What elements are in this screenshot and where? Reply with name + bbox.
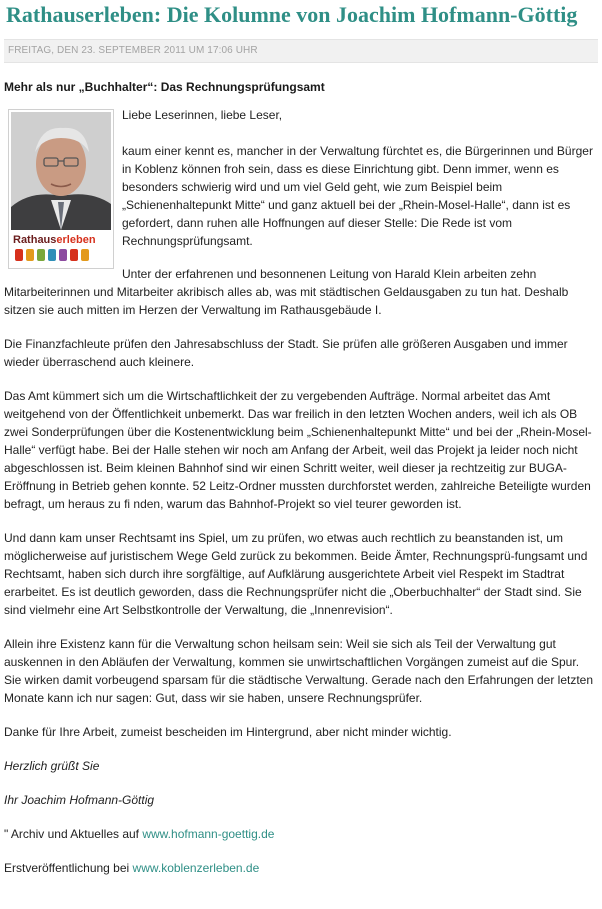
archive-prefix: " Archiv und Aktuelles auf — [4, 827, 143, 841]
paragraph-6: Allein ihre Existenz kann für die Verwaltung schon heilsam sein: Weil sie sich als Teil der Verwaltung gut auskennen in den Abläufen der Verwaltung, kommen sie unwirtschaftlichen Vorgängen zumeist auf die Spur. Sie wirken damit vorbeugend sparsam für die städtische Verwaltung. Gerade nach den Erfahrungen der letzten Monate kann ich nur sagen: Gut, dass wir sie haben, unsere Rechnungsprüfer. — [4, 637, 594, 705]
greeting: Liebe Leserinnen, liebe Leser, — [122, 108, 283, 122]
intro-block — [4, 106, 598, 319]
archive-line — [4, 825, 598, 843]
closing-greeting: Herzlich grüßt Sie — [4, 759, 100, 773]
first-publication-line — [4, 859, 598, 877]
first-pub-link[interactable]: www.koblenzerleben.de — [132, 861, 260, 875]
rathauserleben-logo: Rathauserleben — [11, 232, 111, 266]
article-title[interactable]: Rathauserleben: Die Kolumne von Joachim Hofmann-Göttig — [6, 2, 578, 27]
closing-signature: Ihr Joachim Hofmann-Göttig — [4, 793, 155, 807]
paragraph-2: Unter der erfahrenen und besonnenen Leitung von Harald Klein arbeiten zehn Mitarbeiterinnen und Mitarbeiter akribisch alles ab, was mit städtischen Geldausgaben zu tun hat. Deshalb sitzen sie auch mitten im Herzen der Verwaltung im Rathausgebäude I. — [4, 267, 569, 317]
archive-link[interactable]: www.hofmann-goettig.de — [142, 827, 275, 841]
first-pub-prefix: Erstveröffentlichung bei — [4, 861, 133, 875]
paragraph-1: kaum einer kennt es, mancher in der Verwaltung fürchtet es, die Bürgerinnen und Bürger in Koblenz können froh sein, dass es diese Einrichtung gibt. Denn immer, wenn es besonders schwierig wird und um viel Geld geht, wie zum Beispiel beim „Schienenhaltepunkt Mitte“ und ganz aktuell bei der „Rhein-Mosel-Halle“, dann ist es gefordert, dann ruhen alle Hoffnungen auf dieser Stelle: Die Rede ist vom Rechnungsprüfungsamt. — [122, 144, 593, 248]
paragraph-4: Das Amt kümmert sich um die Wirtschaftlichkeit der zu vergebenden Aufträge. Normal arbeitet das Amt weitgehend von der Öffentlichkeit unbemerkt. Das war freilich in den letzten Wochen anders, weil ich als OB zwei Sonderprüfungen über die Kostenentwicklung beim „Schienenhaltepunkt Mitte“ und bei der „Rhein-Mosel-Halle“ verfügt habe. Bei der Halle stehen wir noch am Anfang der Arbeit, weil das Projekt ja leider noch nicht abgeschlossen ist. Beim kleinen Bahnhof sind wir einen Schritt weiter, weil dieser ja rechtzeitig zur BUGA-Eröffnung in Betrieb gehen konnte. 52 Leitz-Ordner mussten durchforstet werden, zahlreiche Beteiligte wurden befragt, um heraus zu fi nden, warum das Bahnhof-Projekt so viel teurer geworden ist. — [4, 389, 592, 511]
portrait-image — [11, 112, 111, 230]
article-subheading: Mehr als nur „Buchhalter“: Das Rechnungsprüfungsamt — [4, 80, 325, 94]
paragraph-7: Danke für Ihre Arbeit, zumeist bescheiden im Hintergrund, aber nicht minder wichtig. — [4, 725, 452, 739]
paragraph-5: Und dann kam unser Rechtsamt ins Spiel, um zu prüfen, wo etwas auch rechtlich zu beanstanden ist, um möglicherweise auf juristischem Wege Geld zurück zu bekommen. Beide Ämter, Rechnungsprü-fungsamt und Rechtsamt, haben sich durch ihre sorgfältige, auf Aufklärung ausgerichtete Arbeit viel Respekt im Stadtrat erarbeitet. Es ist deutlich geworden, dass die Rechnungsprüfer nicht die „Oberbuchhalter“ der Stadt sind. Sie sind vielmehr eine Art Selbstkontrolle der Verwaltung, die „Innenrevision“. — [4, 531, 588, 617]
article-date: FREITAG, DEN 23. SEPTEMBER 2011 UM 17:06 UHR — [4, 39, 598, 63]
author-photo — [8, 109, 114, 269]
paragraph-3: Die Finanzfachleute prüfen den Jahresabschluss der Stadt. Sie prüfen alle größeren Ausgaben und immer wieder überraschend auch kleinere. — [4, 337, 568, 369]
